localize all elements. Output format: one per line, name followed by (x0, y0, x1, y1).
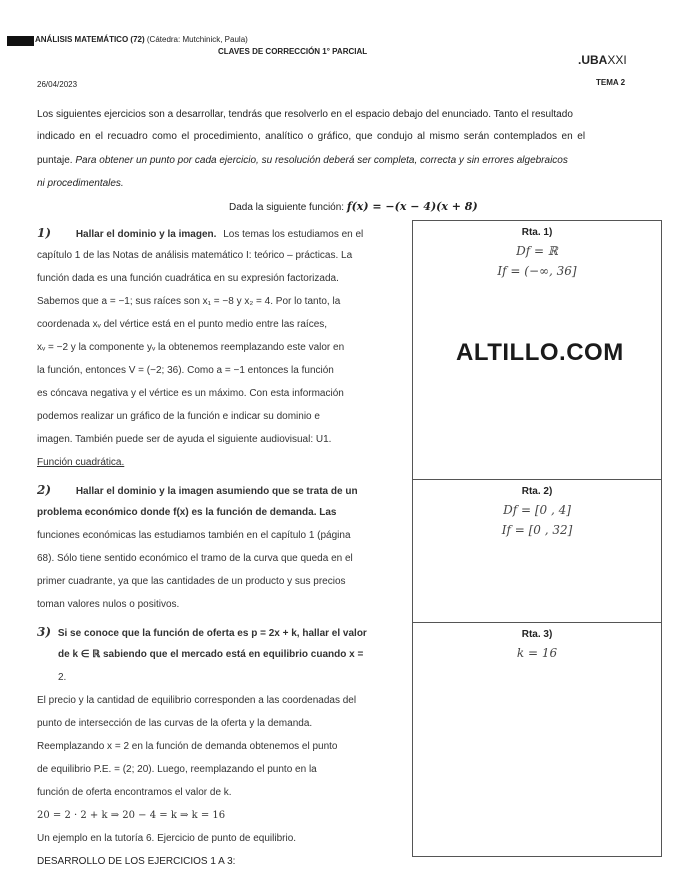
redaction-bar (7, 36, 34, 46)
answer-box-1 (412, 220, 662, 480)
intro-criteria: Para obtener un punto por cada ejercicio, su resolución deberá ser completa, correcta y sin errores algebraicos (75, 155, 568, 166)
answer-2-image: If = [0 , 32] (501, 523, 573, 537)
ex1-line-4: coordenada xᵥ del vértice está en el punto medio entre las raíces, (37, 319, 328, 330)
ex1-video-link[interactable]: Función cuadrática. (37, 457, 125, 468)
ex1-line-3: Sabemos que a = −1; sus raíces son x₁ = −8 y x₂ = 4. Por lo tanto, la (37, 296, 341, 307)
answer-3-title: Rta. 3) (521, 629, 553, 640)
ex1-line-9: imagen. También puede ser de ayuda el siguiente audiovisual: U1. (37, 434, 332, 445)
ex1-line-0 (37, 227, 407, 241)
ex3-number: 3) (37, 625, 52, 639)
intro-line-2: indicado en el recuadro como el procedimiento, analítico o gráfico, que condujo al mismo serán contemplados en el (37, 131, 586, 142)
ex1-line-8: podemos realizar un gráfico de la función e indicar su dominio e (37, 411, 320, 422)
answer-1-image: If = (−∞, 36] (497, 264, 577, 278)
intro-line-3 (37, 155, 667, 167)
development-heading: DESARROLLO DE LOS EJERCICIOS 1 A 3: (37, 856, 236, 867)
logo-xxi: XXI (607, 53, 627, 67)
ex2-line-0 (37, 484, 407, 498)
answer-box-2 (412, 479, 662, 623)
ex3-line-3: El precio y la cantidad de equilibrio corresponden a las coordenadas del (37, 695, 357, 706)
ex1-line-0-text: Los temas los estudiamos en el (223, 229, 364, 240)
course-name: ANÁLISIS MATEMÁTICO (72) (35, 35, 145, 44)
function-statement (229, 200, 478, 213)
answer-box-3 (412, 622, 662, 857)
ex2-line-5: toman valores nulos o positivos. (37, 599, 180, 610)
catedra: (Cátedra: Mutchinick, Paula) (146, 35, 248, 44)
ex3-line-0 (37, 626, 407, 640)
ex2-line-4: primer cuadrante, ya que las cantidades de un producto y sus precios (37, 576, 346, 587)
ex1-line-7: es cóncava negativa y el vértice es un máximo. Con esta información (37, 388, 344, 399)
course-header (35, 35, 248, 44)
ex1-line-1: capítulo 1 de las Notas de análisis matemático I: teórico – prácticas. La (37, 250, 353, 261)
exam-date: 26/04/2023 (37, 80, 78, 89)
answer-1-title: Rta. 1) (521, 227, 553, 238)
ex3-line-7: función de oferta encontramos el valor de k. (37, 787, 232, 798)
function-expression: f(x) = −(x − 4)(x + 8) (346, 200, 478, 213)
tema-label: TEMA 2 (596, 78, 626, 87)
ex1-number: 1) (37, 226, 52, 240)
ex2-line-3: 68). Sólo tiene sentido económico el tramo de la curva que queda en el (37, 553, 353, 564)
ex1-line-2: función dada es una función cuadrática en su expresión factorizada. (37, 273, 339, 284)
uba-xxi-logo (578, 53, 627, 67)
ex2-line-1: problema económico donde f(x) es la función de demanda. Las (37, 507, 337, 518)
ex3-line-2: 2. (58, 672, 67, 683)
answer-2-domain: Df = [0 , 4] (503, 503, 571, 517)
ex3-line-6: de equilibrio P.E. = (2; 20). Luego, reemplazando el punto en la (37, 764, 317, 775)
ex3-line-5: Reemplazando x = 2 en la función de demanda obtenemos el punto (37, 741, 338, 752)
altillo-watermark: ALTILLO.COM (456, 339, 624, 366)
ex3-tutorial-line[interactable]: Un ejemplo en la tutoría 6. Ejercicio de punto de equilibrio. (37, 833, 297, 844)
ex2-line-2: funciones económicas las estudiamos también en el capítulo 1 (página (37, 530, 351, 541)
intro-puntaje: puntaje. (37, 155, 73, 166)
ex2-number: 2) (37, 483, 52, 497)
ex3-equation: 20 = 2 · 2 + k ⇒ 20 − 4 = k ⇒ k = 16 (37, 810, 226, 821)
answer-3-k: k = 16 (516, 646, 558, 660)
answer-1-domain: Df = ℝ (516, 244, 558, 258)
answer-2-title: Rta. 2) (521, 486, 553, 497)
logo-uba: .UBA (578, 53, 608, 67)
ex1-line-6: la función, entonces V = (−2; 36). Como a = −1 entonces la función (37, 365, 334, 376)
function-label: Dada la siguiente función: (229, 202, 345, 213)
intro-line-4: ni procedimentales. (37, 178, 124, 189)
ex3-line-0-text: Si se conoce que la función de oferta es p = 2x + k, hallar el valor (57, 628, 367, 639)
ex3-line-1: de k ∈ ℝ sabiendo que el mercado está en equilibrio cuando x = (58, 649, 364, 660)
ex2-line-0-text: Hallar el dominio y la imagen asumiendo que se trata de un (75, 486, 358, 497)
document-title: CLAVES DE CORRECCIÓN 1° PARCIAL (218, 47, 368, 56)
ex1-title: Hallar el dominio y la imagen. (75, 229, 217, 240)
ex1-line-5: xᵥ = −2 y la componente yᵥ la obtenemos reemplazando este valor en (37, 342, 345, 353)
intro-line-1: Los siguientes ejercicios son a desarrollar, tendrás que resolverlo en el espacio debajo del enunciado. Tanto el resultado (37, 109, 573, 120)
ex3-line-4: punto de intersección de las curvas de la oferta y la demanda. (37, 718, 313, 729)
